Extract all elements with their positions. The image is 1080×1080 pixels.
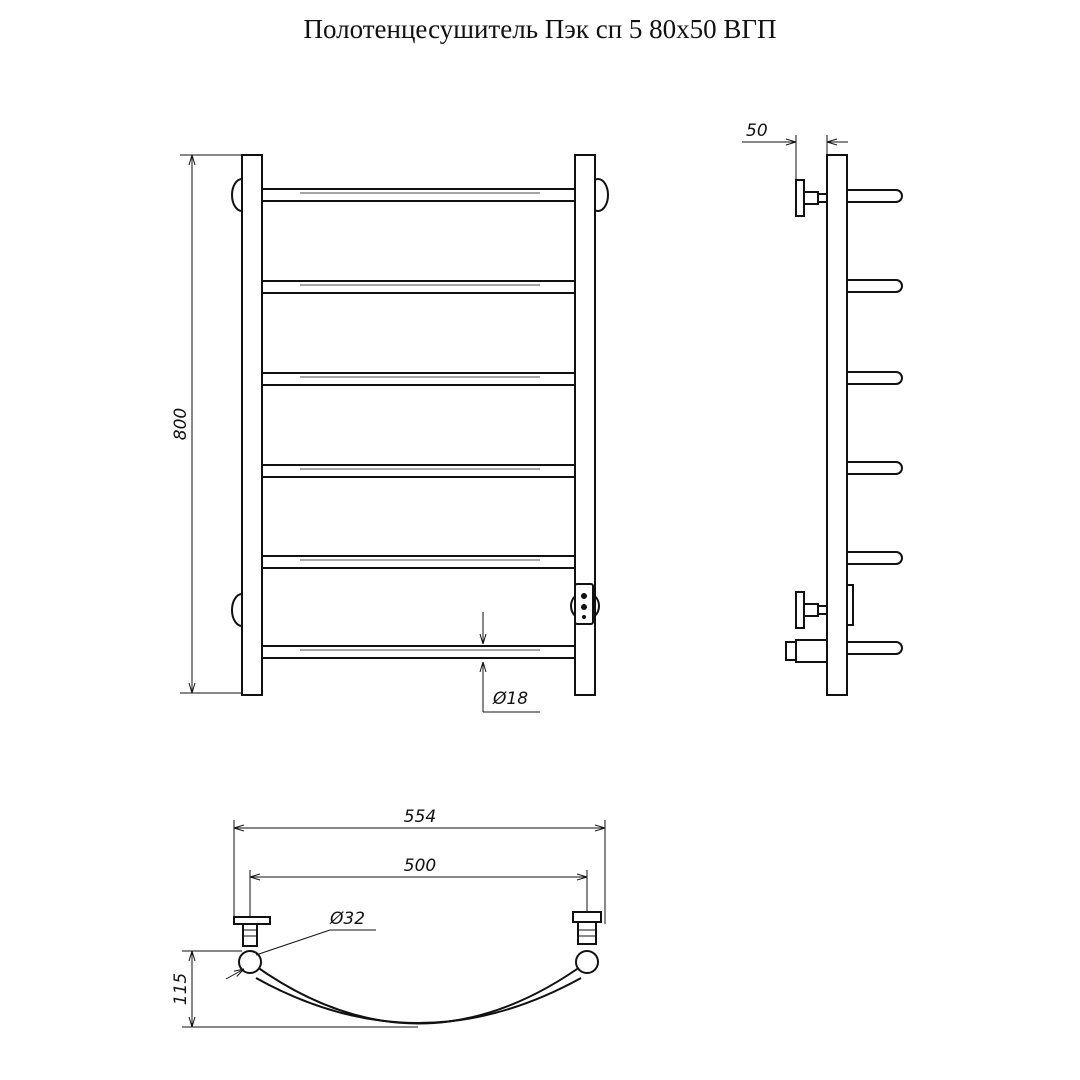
rung-1 xyxy=(256,189,582,201)
height-label: 800 xyxy=(171,407,191,441)
rail-diameter-dimension xyxy=(483,612,540,712)
left-fitting-top xyxy=(234,917,270,946)
rung-4 xyxy=(256,465,582,477)
side-rung-6 xyxy=(847,642,902,654)
center-distance-label: 500 xyxy=(403,856,437,876)
curved-frame-inner xyxy=(256,978,581,1023)
rung-3 xyxy=(256,373,582,385)
side-rung-3 xyxy=(847,372,902,384)
wall-mount-bottom-side xyxy=(796,592,827,628)
side-rung-1 xyxy=(847,190,902,202)
bend-depth-label: 115 xyxy=(171,972,191,1006)
drawing-title: Полотенцесушитель Пэк сп 5 80х50 ВГП xyxy=(303,14,777,44)
bend-depth-dimension xyxy=(171,951,418,1027)
side-rungs xyxy=(847,190,902,654)
side-rung-2 xyxy=(847,280,902,292)
side-view xyxy=(742,121,902,695)
depth-label: 50 xyxy=(746,121,768,141)
center-distance-dimension xyxy=(250,856,587,924)
pipe-diameter-label: Ø32 xyxy=(330,909,366,929)
rungs xyxy=(256,189,582,658)
left-upright xyxy=(242,155,262,695)
rail-diameter-label: Ø18 xyxy=(493,689,529,709)
curved-frame-outer xyxy=(250,962,587,1024)
right-fitting-top xyxy=(573,912,601,944)
rung-2 xyxy=(256,281,582,293)
side-rung-5 xyxy=(847,552,902,564)
side-upright xyxy=(827,155,847,695)
wall-mount-top-side xyxy=(796,180,827,216)
overall-width-label: 554 xyxy=(403,807,437,827)
front-view xyxy=(171,155,608,712)
side-rung-4 xyxy=(847,462,902,474)
rung-5 xyxy=(256,556,582,568)
right-pipe-section xyxy=(576,951,598,973)
top-view xyxy=(171,807,605,1027)
rung-6 xyxy=(256,646,582,658)
